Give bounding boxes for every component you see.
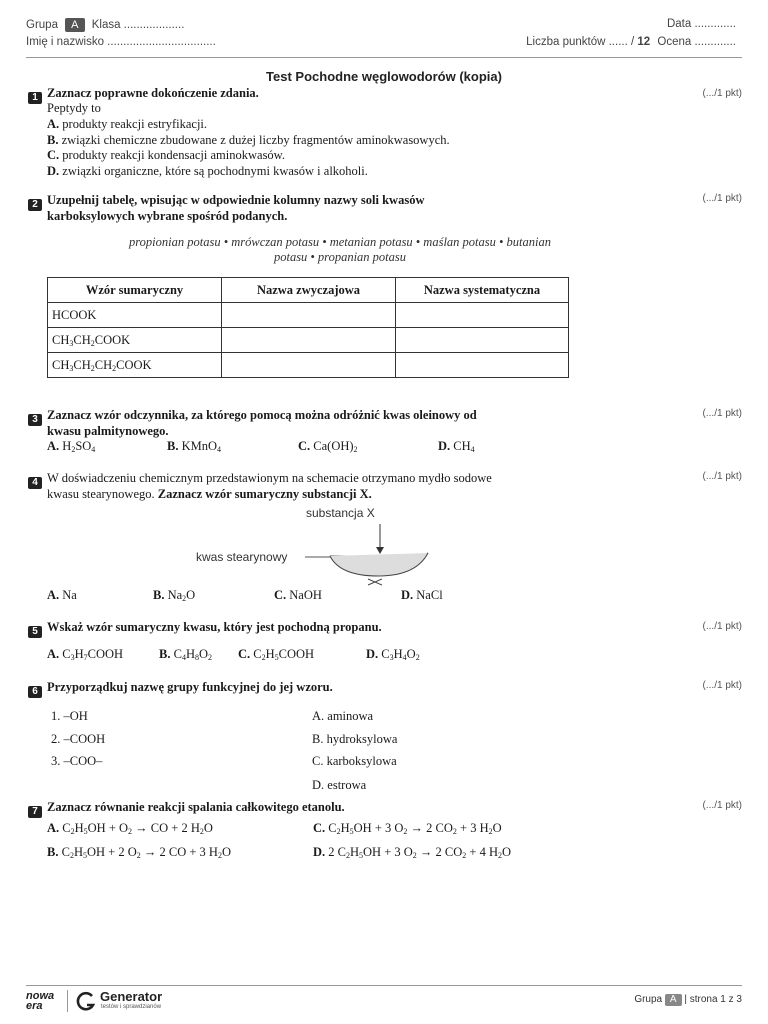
question-3-text: Zaznacz wzór odczynnika, za którego pomocą można odróżnić kwas oleinowy od kwasu palmitynowego. [47,408,477,438]
question-1-number: 1 [28,87,42,105]
question-4-option-c[interactable]: C. NaOH [274,588,322,602]
footer-divider [26,985,742,986]
question-1-stem: Peptydy to [47,101,101,115]
question-5-option-b[interactable]: B. $C_4H_8O_2$ [159,647,212,662]
footer-page-info: Grupa A | strona 1 z 3 [634,994,742,1005]
question-1-text: Zaznacz poprawne dokończenie zdania. [47,86,259,100]
question-3-option-d[interactable]: D. $CH_4$ [438,439,475,454]
formula-item: 1. –OH [51,709,88,723]
question-1-points: (.../1 pkt) [702,88,742,99]
question-1-option-b[interactable]: B. związki chemiczne zbudowane z dużej liczby fragmentów aminokwasowych. [47,133,450,147]
question-2-number: 2 [28,194,42,212]
formula-cell: HCOOK [48,303,222,328]
formula-cell: $CH_3CH_2COOK$ [48,328,222,353]
question-5-text: Wskaż wzór sumaryczny kwasu, który jest pochodną propanu. [47,620,382,634]
score-field: Liczba punktów ...... / 12 Ocena ............. [526,36,736,48]
footer-group-badge: A [665,994,682,1006]
table-row [48,328,569,353]
header-divider [26,57,742,58]
question-7-option-c[interactable]: C. $C_2H_5OH + 3$ $O_2 \to 2$ $CO_2 + 3$ $H_2O$ [313,821,502,836]
table-header: Wzór sumaryczny [48,278,222,303]
question-4-text: W doświadczeniu chemicznym przedstawionym na schemacie otrzymano mydło sodowe kwasu stearynowego. Zaznacz wzór sumaryczny substancji X. [47,471,492,501]
group-name-item[interactable]: D. estrowa [312,778,367,792]
question-1-option-c[interactable]: C. produkty reakcji kondensacji aminokwasów. [47,148,286,162]
question-6-points: (.../1 pkt) [702,680,742,691]
formula-item: 3. –COO– [51,754,103,768]
common-name-input[interactable] [222,353,396,378]
name-field: Imię i nazwisko .................................. [26,36,216,48]
group-badge: A [65,18,84,32]
table-row [48,353,569,378]
formula-item: 2. –COOH [51,732,106,746]
group-name-item[interactable]: B. hydroksylowa [312,732,398,746]
group-name-item[interactable]: A. aminowa [312,709,374,723]
page-title: Test Pochodne węglowodorów (kopia) [266,69,502,84]
question-2-points: (.../1 pkt) [702,193,742,204]
generator-logo-text: Generator [100,989,163,1004]
question-3-option-c[interactable]: C. $Ca(OH)_2$ [298,439,358,454]
header-grupa: Grupa A Klasa ................... [26,19,185,31]
logo-divider [67,990,68,1012]
question-1-option-a[interactable]: A. produkty reakcji estryfikacji. [47,117,208,131]
systematic-name-input[interactable] [396,353,569,378]
question-4-number: 4 [28,472,42,490]
common-name-input[interactable] [222,303,396,328]
formula-cell: $CH_3CH_2CH_2COOK$ [48,353,222,378]
question-7-option-b[interactable]: B. $C_2H_5OH + 2$ $O_2 \to 2$ CO + 3 $H_2O$ [47,845,231,860]
diagram-acid-label: kwas stearynowy [196,550,288,564]
klasa-field: Klasa ................... [91,19,185,31]
question-5-option-d[interactable]: D. $C_3H_4O_2$ [366,647,420,662]
question-4-option-a[interactable]: A. Na [47,588,77,602]
question-3-option-b[interactable]: B. KMnO$_4$ [167,439,222,454]
question-3-points: (.../1 pkt) [702,408,742,419]
question-7-option-d[interactable]: D. 2 $C_2H_5OH + 3$ $O_2 \to 2$ $CO_2 + 4$ $H_2O$ [313,845,512,860]
question-3-option-a[interactable]: A. $H_2SO_4$ [47,439,96,454]
salt-table [47,277,569,378]
generator-logo-icon [75,990,97,1012]
nowa-era-logo: nowa era [26,990,55,1012]
table-header: Nazwa systematyczna [396,278,569,303]
diagram-substance-label: substancja X [306,506,375,520]
generator-logo-subtitle: testów i sprawdzianów [101,1004,162,1010]
evaporating-dish-diagram [300,520,450,590]
question-4-option-b[interactable]: B. $Na_2O$ [153,588,196,603]
question-7-points: (.../1 pkt) [702,800,742,811]
question-5-option-c[interactable]: C. $C_2H_5COOH$ [238,647,315,662]
systematic-name-input[interactable] [396,303,569,328]
question-6-text: Przyporządkuj nazwę grupy funkcyjnej do jej wzoru. [47,680,333,694]
question-2-text: Uzupełnij tabelę, wpisując w odpowiednie kolumny nazwy soli kwasów karboksylowych wybrane spośród podanych. [47,193,425,223]
systematic-name-input[interactable] [396,328,569,353]
table-header: Nazwa zwyczajowa [222,278,396,303]
common-name-input[interactable] [222,328,396,353]
table-row [48,303,569,328]
data-field: Data ............. [666,18,736,30]
salt-names-list: propionian potasu • mrówczan potasu • metanian potasu • maślan potasu • butanian potasu • propanian potasu [129,235,551,264]
question-4-option-d[interactable]: D. NaCl [401,588,443,602]
question-7-number: 7 [28,801,42,819]
question-7-text: Zaznacz równanie reakcji spalania całkowitego etanolu. [47,800,345,814]
page-number: | strona 1 z 3 [684,994,742,1005]
table-header-row [48,278,569,303]
question-3-number: 3 [28,409,42,427]
question-5-option-a[interactable]: A. $C_3H_7COOH$ [47,647,124,662]
question-5-points: (.../1 pkt) [702,621,742,632]
question-5-number: 5 [28,621,42,639]
question-6-number: 6 [28,681,42,699]
question-1-option-d[interactable]: D. związki organiczne, które są pochodnymi kwasów i alkoholi. [47,164,368,178]
question-7-option-a[interactable]: A. $C_2H_5OH + O_2$ → CO + 2 $H_2O$ [47,821,213,836]
group-name-item[interactable]: C. karboksylowa [312,754,397,768]
question-4-points: (.../1 pkt) [702,471,742,482]
